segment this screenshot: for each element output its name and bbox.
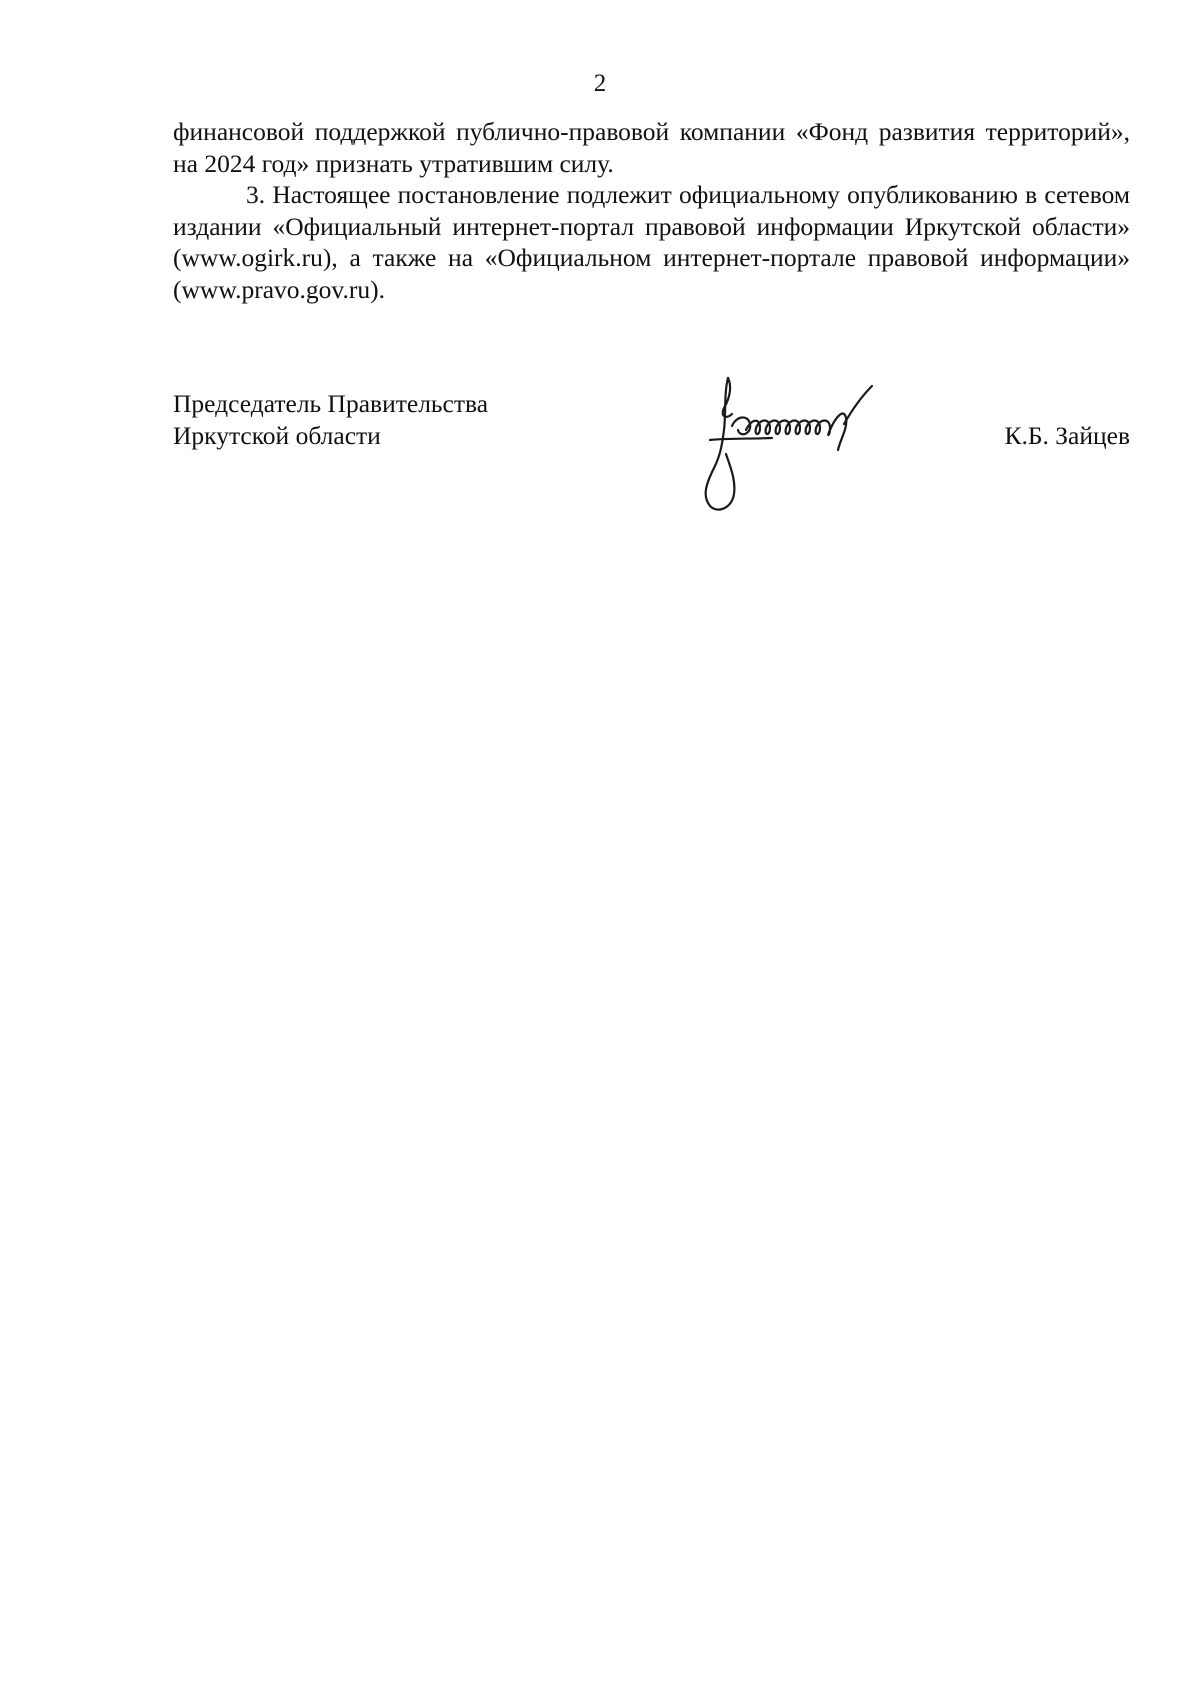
page-number: 2 — [593, 70, 607, 97]
paragraph-continuation: финансовой поддержкой публично-правовой компании «Фонд развития территорий», на 2024 год» признать утратившим силу. — [173, 117, 1130, 178]
paragraph-publication: 3. Настоящее постановление подлежит официальному опубликованию в сетевом издании «Официальный интернет-портал правовой информации Иркутской области» (www.ogirk.ru), а также на «Официальном интернет-портале правовой информации» (www.pravo.gov.ru). — [173, 180, 1130, 304]
signer-name: К.Б. Зайцев — [1004, 421, 1130, 450]
handwritten-signature-icon — [680, 368, 925, 518]
document-body — [173, 116, 1130, 305]
signer-position-line1: Председатель Правительства — [173, 389, 489, 418]
signer-position — [173, 388, 488, 451]
signer-position-line2: Иркутской области — [173, 420, 381, 450]
